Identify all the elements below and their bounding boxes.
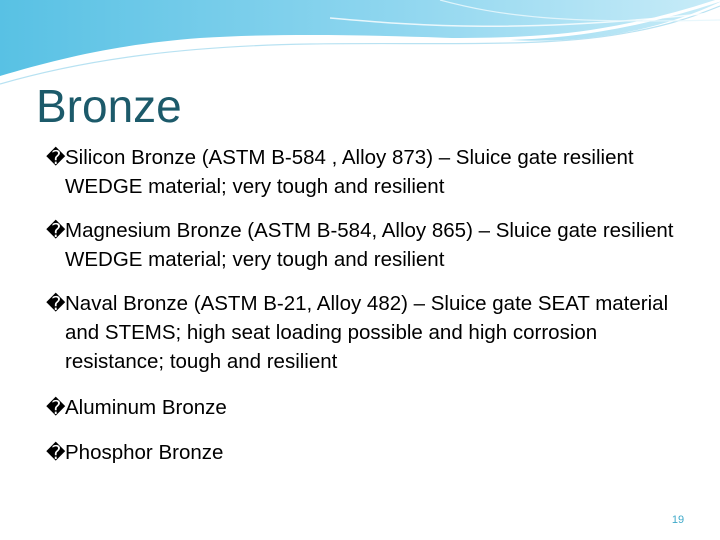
bullet-text: Magnesium Bronze (ASTM B-584, Alloy 865) – Sluice gate resilient WEDGE material; very tough and resilient (65, 219, 674, 271)
bullet-marker-icon: � (46, 443, 66, 464)
bullet-marker-icon: � (46, 398, 66, 419)
bullet-marker-icon: � (46, 148, 66, 169)
slide-title: Bronze (36, 80, 182, 132)
bullet-marker-icon: � (46, 294, 66, 315)
bullet-magnesium-bronze (46, 216, 686, 274)
bullet-text: Naval Bronze (ASTM B-21, Alloy 482) – Sluice gate SEAT material and STEMS; high seat loading possible and high corrosion resistance; tough and resilient (65, 292, 669, 373)
header-wave-decoration (0, 0, 720, 90)
bullet-phosphor-bronze (46, 438, 686, 467)
bullet-text: Silicon Bronze (ASTM B-584 , Alloy 873) – Sluice gate resilient WEDGE material; very tough and resilient (65, 146, 634, 198)
bullet-text: Phosphor Bronze (65, 441, 224, 464)
bullet-marker-icon: � (46, 221, 66, 242)
page-number: 19 (671, 514, 685, 526)
bullet-naval-bronze (46, 289, 686, 376)
bullet-text: Aluminum Bronze (65, 396, 227, 419)
wave-fill (0, 0, 720, 76)
bullet-list (46, 143, 686, 467)
bullet-silicon-bronze (46, 143, 686, 201)
bullet-aluminum-bronze (46, 393, 686, 422)
